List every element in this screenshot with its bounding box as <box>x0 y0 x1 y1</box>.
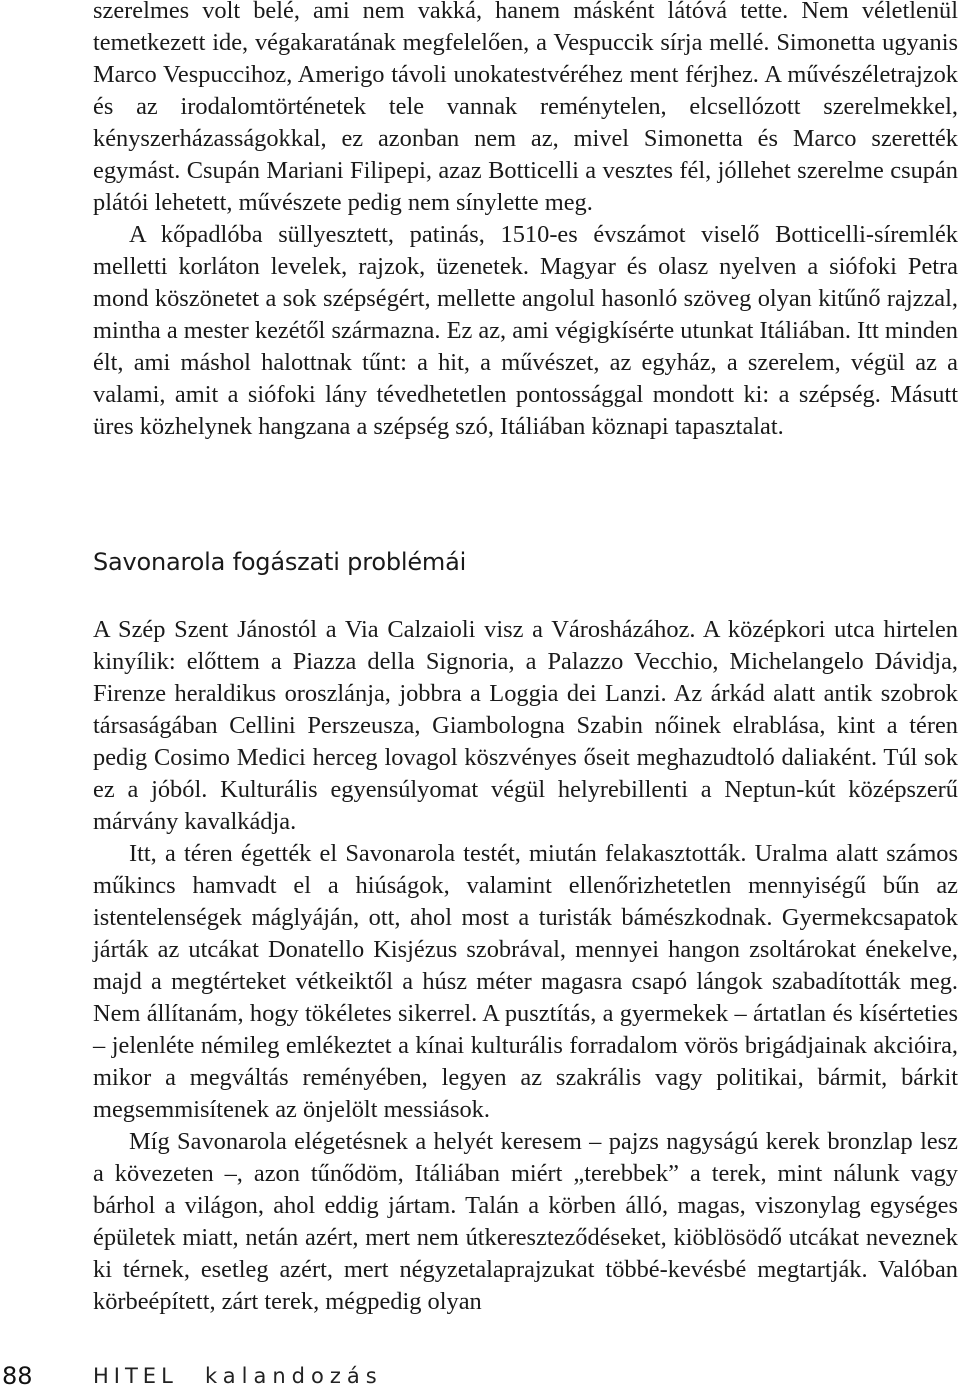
bottom-text-block <box>93 614 958 1318</box>
section-name: kalandozás <box>205 1364 383 1388</box>
page-footer <box>0 1360 960 1390</box>
top-text-block <box>93 0 958 443</box>
paragraph: Míg Savonarola elégetésnek a helyét keresem – pajzs nagyságú kerek bronzlap lesz a kövezeten –, azon tűnődöm, Itáliában miért „terebbek” a terek, mint nálunk vagy bárhol a világon, ahol eddig jártam. Talán a körben álló, magas, viszonylag egységes épületek miatt, netán azért, mert nem útkereszteződéseket, kiöblösödő utcákat neveznek ki térnek, esetleg azért, mert négyzetalaprajzukat többé-kevésbé megtartják. Valóban körbeépített, zárt terek, mégpedig olyan <box>93 1128 958 1315</box>
paragraph: szerelmes volt belé, ami nem vakká, hanem másként látóvá tette. Nem véletlenül temetkezett ide, végakaratának megfelelően, a Vespuccik sírja mellé. Simonetta ugyanis Marco Vespuccihoz, Amerigo távoli unokatestvéréhez ment férjhez. A művészéletrajzok és az irodalomtörténetek tele vannak reménytelen, elcsellózott szerelmekkel, kényszerházasságokkal, ez azonban nem az, mivel Simonetta és Marco szerették egymást. Csupán Mariani Filipepi, azaz Botticelli a vesztes fél, jóllehet szerelme csupán plátói lehetett, művészete pedig nem sínylette meg. <box>93 0 958 216</box>
paragraph: A Szép Szent Jánostól a Via Calzaioli visz a Városházához. A középkori utca hirtelen kinyílik: előttem a Piazza della Signoria, a Palazzo Vecchio, Michelangelo Dávidja, Firenze heraldikus oroszlánja, jobbra a Loggia dei Lanzi. Az árkád alatt antik szobrok társaságában Cellini Perszeusza, Giambologna Szabin nőinek elrablása, kint a téren pedig Cosimo Medici herceg lovagol köszvényes őseit meghazudtoló daliaként. Túl sok ez a jóból. Kulturális egyensúlyomat végül helyrebillenti a Neptun-kút középszerű márvány kavalkádja. <box>93 616 958 835</box>
magazine-name: HITEL <box>93 1364 178 1388</box>
paragraph: Itt, a téren égették el Savonarola testét, miután felakasztották. Uralma alatt számos műkincs hamvadt el a hiúságok, valamint ellenőrizhetetlen mennyiségű bűn az istentelenségek máglyáján, ott, ahol most a turisták bámészkodnak. Gyermekcsapatok járták az utcákat Donatello Kisjézus szobrával, mennyei hangon zsoltárokat énekelve, majd a megtérteket vétkeiktől a húsz méter magasra csapó lángok szabadították meg. Nem állítanám, hogy tökéletes sikerrel. A pusztítás, a gyermekek – ártatlan és kísérteties – jelenléte némileg emlékeztet a kínai kulturális forradalom vörös brigádjainak akcióira, mikor a megváltás reményében, legyen az szakrális vagy politikai, bármit, bárkit megsemmisítenek az önjelölt messiások. <box>93 840 958 1123</box>
page-number: 88 <box>2 1362 33 1390</box>
section-heading: Savonarola fogászati problémái <box>93 548 467 576</box>
paragraph: A kőpadlóba süllyesztett, patinás, 1510-es évszámot viselő Botticelli-síremlék melletti korláton levelek, rajzok, üzenetek. Magyar és olasz nyelven a siófoki Petra mond köszönetet a sok szépségért, mellette angolul hasonló szöveg olyan kitűnő rajzzal, mintha a mester kezétől származna. Ez az, ami végigkísérte utunkat Itáliában. Itt minden élt, ami máshol halottnak tűnt: a hit, a művészet, az egyház, a szerelem, végül az a valami, amit a siófoki lány tévedhetetlen pontossággal mondott ki: a szépség. Másutt üres közhelynek hangzana a szépség szó, Itáliában köznapi tapasztalat. <box>93 221 958 440</box>
